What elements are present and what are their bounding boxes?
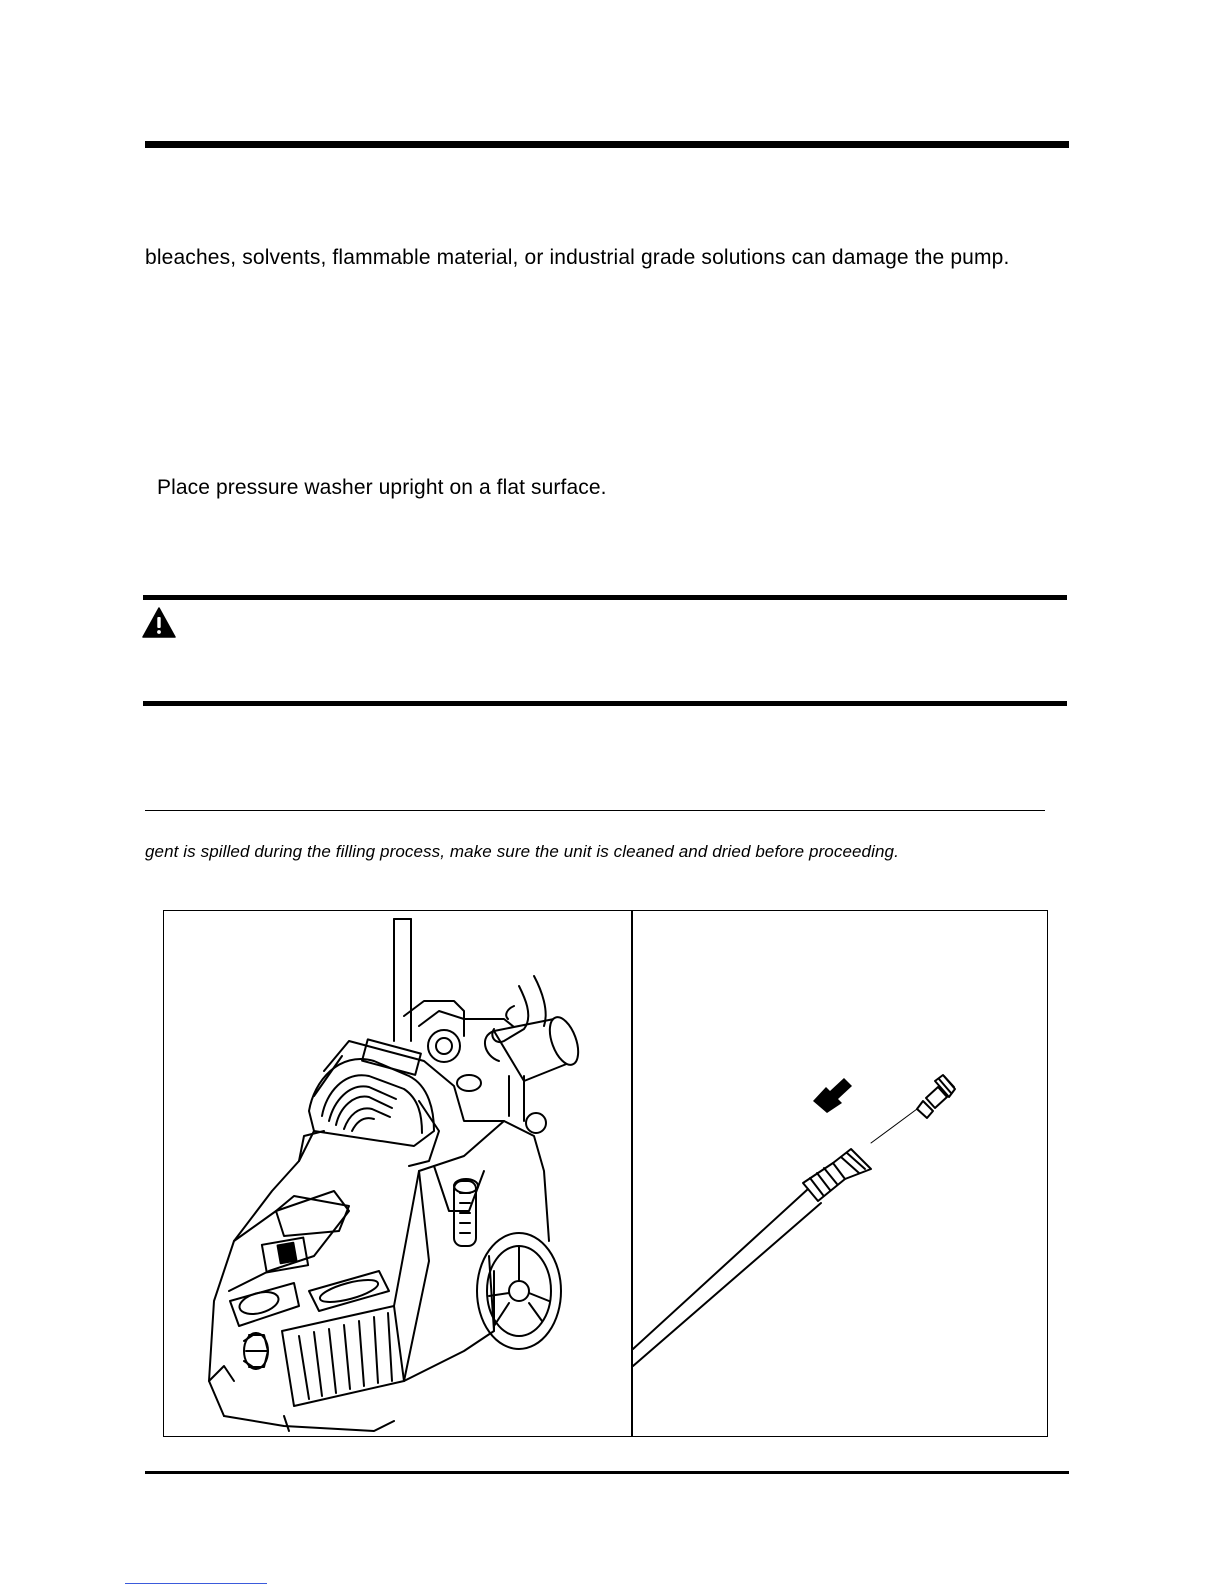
footer-rule [145, 1471, 1069, 1474]
instruction-figure [163, 910, 1048, 1437]
spray-wand-illustration [633, 911, 1047, 1436]
warning-box-bottom-rule [143, 701, 1067, 706]
step-place-upright-text: Place pressure washer upright on a flat surface. [157, 476, 607, 499]
pressure-washer-illustration [164, 911, 631, 1436]
header-rule [145, 141, 1069, 148]
warning-triangle-icon [142, 607, 176, 638]
warning-box-top-rule [143, 595, 1067, 600]
chemicals-warning-text: bleaches, solvents, flammable material, or industrial grade solutions can damage the pump. [145, 246, 1010, 269]
detergent-note-text: gent is spilled during the filling process, make sure the unit is cleaned and dried before proceeding. [145, 842, 899, 861]
section-divider [145, 810, 1045, 811]
